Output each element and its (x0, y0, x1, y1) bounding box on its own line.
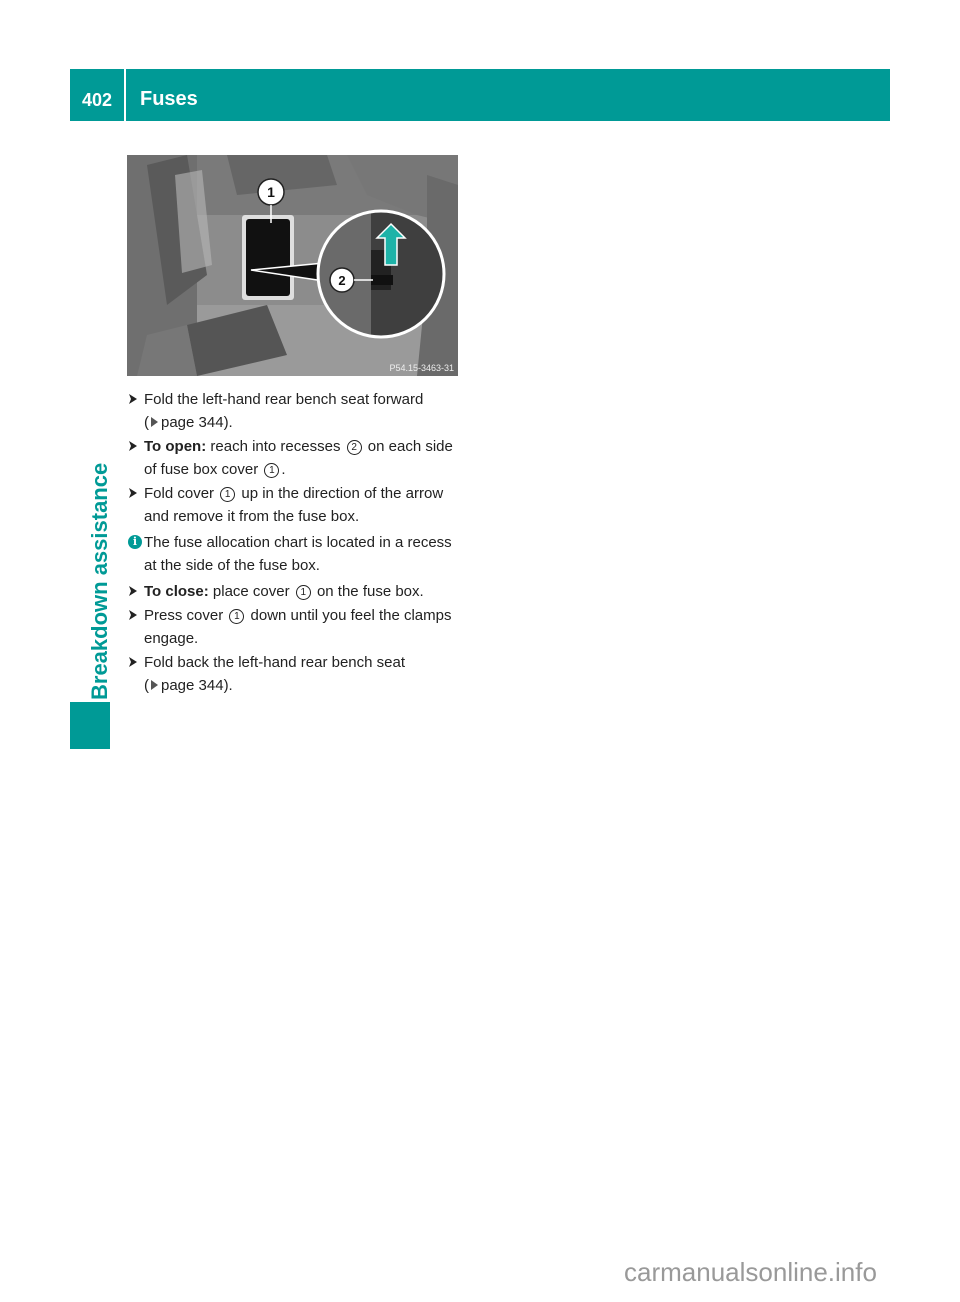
step-arrow-icon (128, 487, 138, 499)
callout-ref-1: 1 (229, 609, 244, 624)
step-2 (128, 435, 468, 481)
step-arrow-icon (128, 585, 138, 597)
page-number: 402 (70, 69, 126, 121)
step-1 (128, 388, 468, 434)
figure-code: P54.15-3463-31 (389, 363, 454, 373)
step-arrow-icon (128, 393, 138, 405)
step-arrow-icon (128, 656, 138, 668)
step-text: place cover (208, 583, 294, 600)
step-6 (128, 651, 468, 697)
step-bold-label: To close: (144, 583, 209, 600)
step-text: reach into recesses (206, 438, 345, 455)
side-tab (88, 450, 112, 700)
step-text: on each side of fuse box cover (144, 438, 453, 478)
section-title: Fuses (140, 88, 198, 110)
note-text: The fuse allocation chart is located in a recess at the side of the fuse box. (144, 534, 452, 574)
fuse-box-figure (127, 155, 458, 376)
step-text: down until you feel the clamps engage. (144, 607, 452, 647)
step-text: Fold the left-hand rear bench seat forward (144, 391, 424, 408)
step-text: Fold back the left-hand rear bench seat (144, 654, 405, 671)
figure-callout-1: 1 (267, 184, 275, 200)
callout-ref-1: 1 (296, 585, 311, 600)
info-icon: i (128, 535, 142, 549)
step-text: up in the direction of the arrow and remove it from the fuse box. (144, 485, 444, 525)
step-5 (128, 604, 468, 650)
watermark: carmanualsonline.info (624, 1257, 877, 1287)
callout-ref-1: 1 (220, 487, 235, 502)
side-block (70, 702, 110, 749)
figure-callout-2: 2 (338, 273, 346, 288)
page-ref-link[interactable]: page 344). (161, 414, 233, 431)
step-arrow-icon (128, 440, 138, 452)
callout-ref-2: 2 (347, 440, 362, 455)
step-text: . (281, 461, 286, 478)
info-note (128, 531, 468, 577)
step-bold-label: To open: (144, 438, 207, 455)
page-ref-arrow-icon (151, 417, 158, 427)
callout-ref-1: 1 (264, 463, 279, 478)
side-tab-label: Breakdown assistance (87, 462, 112, 700)
instructions (128, 388, 468, 698)
step-3 (128, 482, 468, 528)
step-4 (128, 580, 468, 603)
step-arrow-icon (128, 609, 138, 621)
step-text: on the fuse box. (312, 583, 424, 600)
page-ref-link[interactable]: page 344). (161, 677, 233, 694)
step-text: ( (144, 414, 149, 431)
step-text: Press cover (144, 607, 228, 624)
step-text: Fold cover (144, 485, 219, 502)
page-ref-arrow-icon (151, 680, 158, 690)
step-text: ( (144, 677, 149, 694)
